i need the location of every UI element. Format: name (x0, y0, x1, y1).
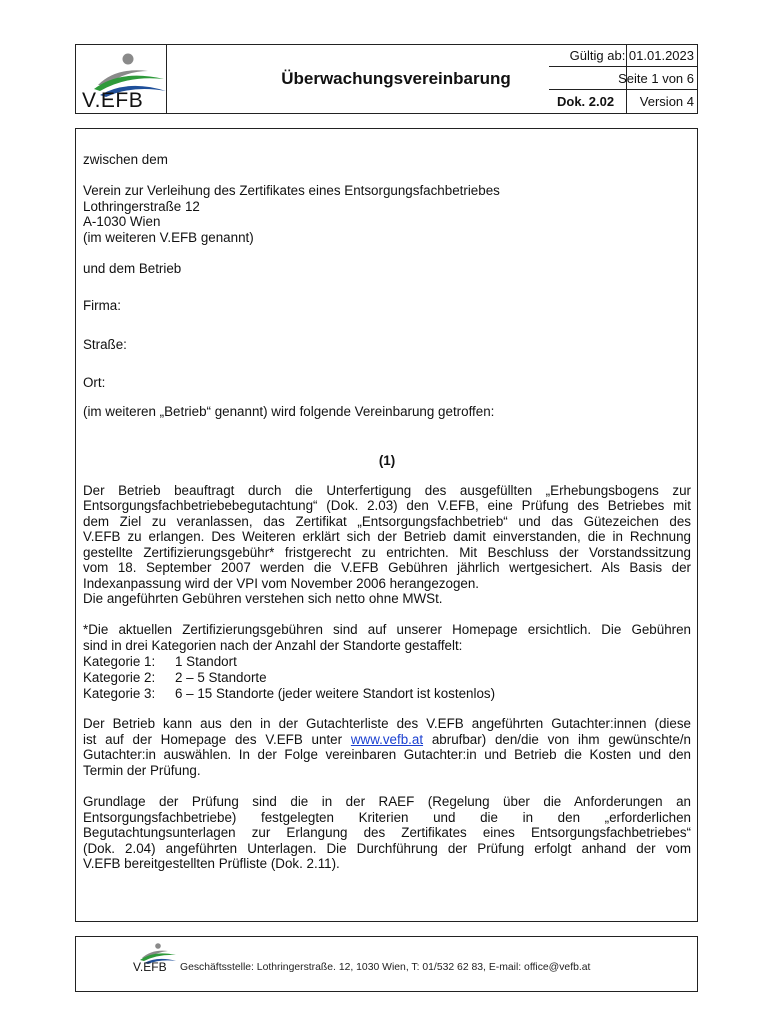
between-text: zwischen dem (83, 152, 168, 167)
fee-line: sind in drei Kategorien nach der Anzahl der Standorte gestaffelt: (83, 638, 463, 653)
category-value: 2 – 5 Standorte (175, 670, 267, 685)
para1-line: Entsorgungsfachbetriebebegutachtung“ (Dok. 2.03) den V.EFB, eine Prüfung des Betriebes mit (83, 498, 691, 513)
page-indicator: Seite 1 von 6 (549, 67, 698, 90)
para1-net: Die angeführten Gebühren verstehen sich netto ohne MWSt. (83, 591, 443, 606)
para1-end: Indexanpassung wird der VPI vom November 2006 herangezogen. (83, 576, 480, 591)
para3-line (83, 732, 691, 748)
para1-line: Der Betrieb beauftragt durch die Unterfertigung des ausgefüllten „Erhebungsbogens zur (83, 483, 691, 498)
section-heading: (1) (378, 453, 396, 468)
category-label: Kategorie 1: (83, 654, 156, 669)
para1-line: dem Ziel zu veranlassen, das Zertifikat „Entsorgungsfachbetrieb“ und das Gütezeichen des (83, 514, 691, 529)
category-row (83, 654, 691, 670)
para1-line: gestellte Zertifizierungsgebühr* fristgerecht zu entrichten. Mit Beschluss der Vorstandssitzung (83, 545, 691, 560)
para4-line: Begutachtungsunterlagen zur Erlangung des Zertifikates eines Entsorgungsfachbetriebes“ (83, 825, 691, 840)
category-row (83, 670, 691, 686)
firma-label: Firma: (83, 298, 121, 313)
org-city: A-1030 Wien (83, 214, 161, 229)
para4-line: (Dok. 2.04) angeführten Unterlagen. Die Durchführung der Prüfung erfolgt anhand der vom (83, 841, 691, 856)
footer-logo-text: V.EFB (133, 960, 167, 974)
header-logo (76, 45, 167, 113)
fee-line: *Die aktuellen Zertifizierungsgebühren sind auf unserer Homepage ersichtlich. Die Gebühren (83, 622, 691, 637)
doc-version-row (549, 90, 698, 113)
para3-line: Gutachter:in auswählen. In der Folge vereinbaren Gutachter:in und Betrieb die Kosten und den (83, 747, 691, 762)
org-name: Verein zur Verleihung des Zertifikates eines Entsorgungsfachbetriebes (83, 183, 500, 198)
para1-line: vom 18. September 2007 werden die V.EFB Gebühren jährlich wertgesichert. Als Basis der (83, 560, 691, 575)
category-row (83, 686, 691, 702)
category-value: 6 – 15 Standorte (jeder weitere Standort ist kostenlos) (175, 686, 496, 701)
para3-line: Der Betrieb kann aus den in der Gutachterliste des V.EFB angeführten Gutachter:innen (diese (83, 716, 691, 731)
homepage-link[interactable]: www.vefb.at (350, 732, 424, 747)
document-title: Überwachungsvereinbarung (166, 45, 627, 113)
category-label: Kategorie 2: (83, 670, 156, 685)
category-value: 1 Standort (175, 654, 237, 669)
valid-from: Gültig ab: 01.01.2023 (549, 44, 698, 67)
and-company-text: und dem Betrieb (83, 261, 182, 276)
agreement-line: (im weiteren „Betrieb“ genannt) wird folgende Vereinbarung getroffen: (83, 404, 495, 419)
ort-label: Ort: (83, 375, 106, 390)
para4-line: Grundlage der Prüfung sind die in der RAEF (Regelung über die Anforderungen an (83, 794, 691, 809)
strasse-label: Straße: (83, 337, 127, 352)
doc-number: Dok. 2.02 (557, 94, 615, 109)
para4-line: Entsorgungsfachbetriebe) festgelegten Kriterien und die in den „erforderlichen (83, 810, 691, 825)
para3-text: abrufbar) den/die von ihm gewünschte/n (423, 732, 691, 747)
para3-line: Termin der Prüfung. (83, 763, 201, 778)
para4-end: V.EFB bereitgestellten Prüfliste (Dok. 2.11). (83, 856, 340, 871)
para3-text: ist auf der Homepage des V.EFB unter (83, 732, 351, 747)
org-alias: (im weiteren V.EFB genannt) (83, 230, 254, 245)
logo-text: V.EFB (82, 89, 144, 112)
category-label: Kategorie 3: (83, 686, 156, 701)
doc-version: Version 4 (639, 94, 694, 109)
para1-line: V.EFB zu erlangen. Des Weiteren erklärt sich der Betrieb damit einverstanden, die in Rechnung (83, 529, 691, 544)
org-street: Lothringerstraße 12 (83, 199, 200, 214)
footer-address: Geschäftsstelle: Lothringerstraße. 12, 1030 Wien, T: 01/532 62 83, E-mail: office@vefb.at (180, 962, 591, 973)
